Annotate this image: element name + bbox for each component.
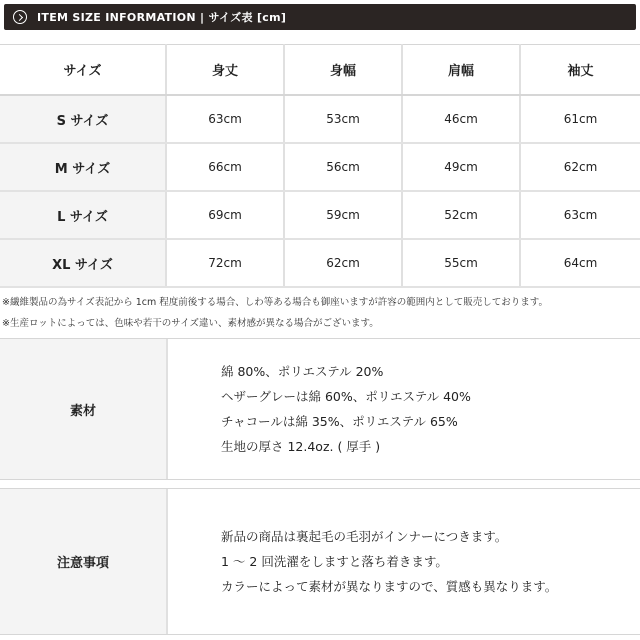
section-header bbox=[4, 4, 636, 30]
note-line: ※繊維製品の為サイズ表記から 1cm 程度前後する場合、しわ等ある場合も御座いますが許容の範囲内として販売しております。 bbox=[2, 297, 549, 308]
column-header: 身丈 bbox=[166, 45, 284, 96]
table-cell: 55cm bbox=[402, 239, 520, 287]
column-header: 身幅 bbox=[284, 45, 402, 96]
table-row bbox=[0, 191, 640, 239]
table-row bbox=[0, 143, 640, 191]
note-line: ※生産ロットによっては、色味や若干のサイズ違い、素材感が異なる場合がございます。 bbox=[2, 318, 379, 329]
size-notes bbox=[2, 292, 638, 334]
caution-line: 新品の商品は裏起毛の毛羽がインナーにつきます。 bbox=[221, 529, 508, 544]
caution-line: カラーによって素材が異なりますので、質感も異なります。 bbox=[221, 579, 558, 594]
table-cell: 62cm bbox=[520, 143, 640, 191]
material-body bbox=[168, 339, 640, 479]
size-label: L サイズ bbox=[0, 191, 166, 239]
table-cell: 63cm bbox=[166, 95, 284, 143]
table-cell: 46cm bbox=[402, 95, 520, 143]
size-label: S サイズ bbox=[0, 95, 166, 143]
size-table bbox=[0, 44, 640, 288]
table-header-row bbox=[0, 45, 640, 96]
table-row bbox=[0, 239, 640, 287]
size-label: M サイズ bbox=[0, 143, 166, 191]
table-cell: 52cm bbox=[402, 191, 520, 239]
column-header: 肩幅 bbox=[402, 45, 520, 96]
table-cell: 69cm bbox=[166, 191, 284, 239]
table-cell: 59cm bbox=[284, 191, 402, 239]
table-cell: 62cm bbox=[284, 239, 402, 287]
table-cell: 72cm bbox=[166, 239, 284, 287]
table-cell: 49cm bbox=[402, 143, 520, 191]
material-section bbox=[0, 338, 640, 480]
table-cell: 53cm bbox=[284, 95, 402, 143]
section-title: ITEM SIZE INFORMATION | サイズ表 [cm] bbox=[37, 11, 287, 24]
material-line: 綿 80%、ポリエステル 20% bbox=[221, 364, 384, 379]
caution-body bbox=[168, 489, 640, 634]
caution-section bbox=[0, 488, 640, 635]
material-line: 生地の厚さ 12.4oz. ( 厚手 ) bbox=[221, 439, 381, 454]
table-cell: 66cm bbox=[166, 143, 284, 191]
caution-label: 注意事項 bbox=[0, 489, 168, 634]
chevron-right-circle-icon bbox=[13, 10, 27, 24]
material-line: ヘザーグレーは綿 60%、ポリエステル 40% bbox=[221, 389, 471, 404]
table-cell: 61cm bbox=[520, 95, 640, 143]
column-header: 袖丈 bbox=[520, 45, 640, 96]
caution-line: 1 ～ 2 回洗濯をしますと落ち着きます。 bbox=[221, 554, 448, 569]
size-label: XL サイズ bbox=[0, 239, 166, 287]
material-label: 素材 bbox=[0, 339, 168, 479]
table-cell: 56cm bbox=[284, 143, 402, 191]
table-cell: 63cm bbox=[520, 191, 640, 239]
table-row bbox=[0, 95, 640, 143]
table-cell: 64cm bbox=[520, 239, 640, 287]
column-header: サイズ bbox=[0, 45, 166, 96]
material-line: チャコールは綿 35%、ポリエステル 65% bbox=[221, 414, 458, 429]
